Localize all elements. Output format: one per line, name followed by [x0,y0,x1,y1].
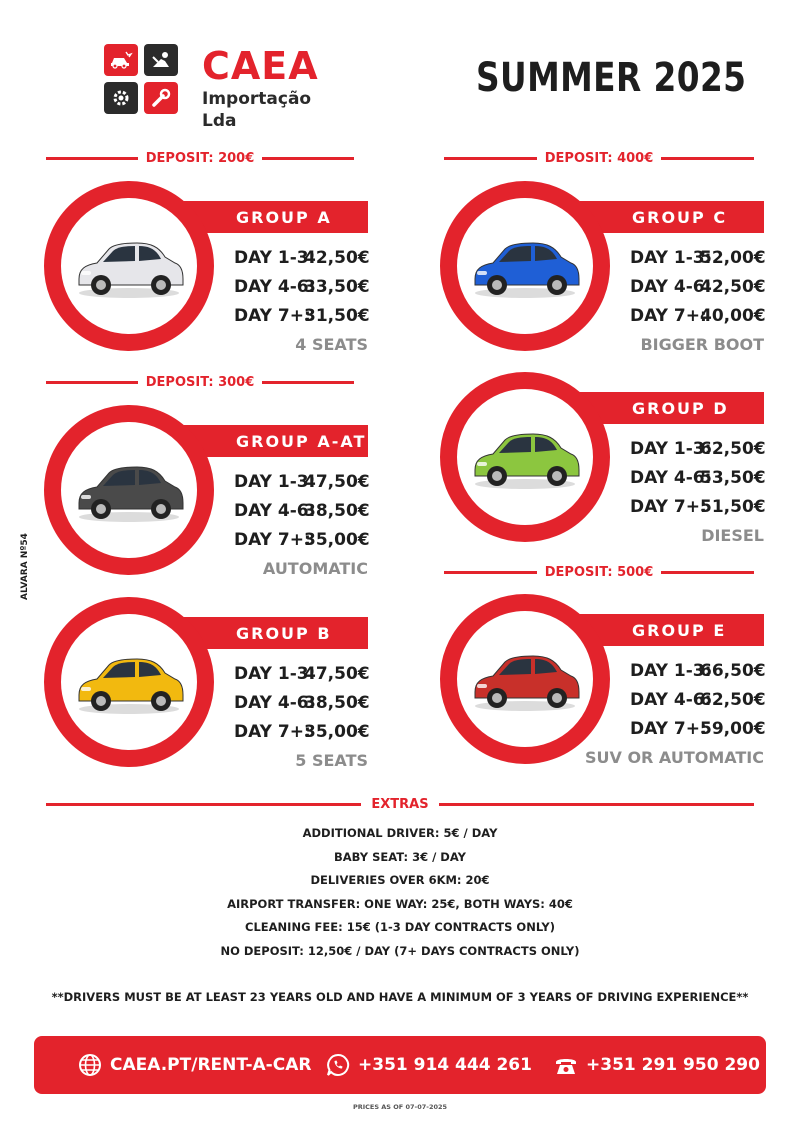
price-row [234,498,368,524]
rental-period: DAY 1-3: [630,439,712,459]
rental-period: DAY 1-3: [630,661,712,681]
license-number: ALVARA Nº54 [20,533,30,600]
price-row [630,245,764,271]
daily-price: 62,50€ [700,439,766,459]
extras-item: DELIVERIES OVER 6KM: 20€ [310,873,490,888]
rental-period: DAY 4-6: [630,468,712,488]
group-b-card [44,597,370,770]
group-note: 5 SEATS [295,751,368,770]
price-row [630,303,764,329]
price-row [234,469,368,495]
car-photo-ring [44,405,214,575]
price-row [234,690,368,716]
extras-item: CLEANING FEE: 15€ (1-3 DAY CONTRACTS ONLY) [245,920,555,935]
group-note: SUV OR AUTOMATIC [584,748,764,767]
group-name: GROUP B [236,623,332,643]
car-icon [467,644,583,714]
rental-period: DAY 7+: [234,722,311,742]
group-a-card [44,181,370,354]
extras-title: EXTRAS [371,796,429,812]
company-logo [104,44,344,131]
rental-period: DAY 1-3: [234,248,316,268]
rental-period: DAY 1-3: [234,664,316,684]
daily-price: 47,50€ [304,472,370,492]
car-icon [71,455,187,525]
car-icon [467,231,583,301]
deposit-400-divider [444,148,754,168]
group-name: GROUP C [632,207,728,227]
group-note: 4 SEATS [295,335,368,354]
rental-period: DAY 7+: [630,306,707,326]
deposit-500-label: DEPOSIT: 500€ [544,564,654,580]
phone-link[interactable] [554,1036,760,1094]
price-row [630,436,764,462]
daily-price: 42,50€ [304,248,370,268]
daily-price: 62,50€ [700,690,766,710]
car-icon [71,231,187,301]
extras-item: ADDITIONAL DRIVER: 5€ / DAY [302,826,498,840]
deposit-300-label: DEPOSIT: 300€ [145,374,255,390]
rental-period: DAY 4-6: [234,277,316,297]
price-row [630,716,764,742]
rental-period: DAY 1-3: [234,472,316,492]
extras-item: BABY SEAT: 3€ / DAY [334,849,466,864]
rental-period: DAY 4-6: [234,501,316,521]
group-name: GROUP A [236,207,332,227]
daily-price: 40,00€ [700,306,766,326]
daily-price: 51,50€ [700,497,766,517]
price-row [630,494,764,520]
daily-price: 31,50€ [304,306,370,326]
website-link[interactable] [78,1036,311,1094]
price-row [234,245,368,271]
telephone-icon [554,1053,578,1077]
rental-period: DAY 4-6: [630,277,712,297]
extras-divider [46,794,754,814]
daily-price: 66,50€ [700,661,766,681]
deposit-500-divider [444,562,754,582]
logo-subtitle: Importação Lda [202,89,312,131]
driver-requirements-note: **DRIVERS MUST BE AT LEAST 23 YEARS OLD AND HAVE A MINIMUM OF 3 YEARS OF DRIVING EXPERIENCE** [51,990,749,1004]
price-row [630,658,764,684]
car-photo-ring [44,181,214,351]
rental-period: DAY 7+: [234,306,311,326]
daily-price: 42,50€ [700,277,766,297]
extras-item: AIRPORT TRANSFER: ONE WAY: 25€, BOTH WAYS: 40€ [227,896,573,911]
group-d-card [440,372,766,545]
group-note: DIESEL [701,526,764,545]
phone-number: +351 291 950 290 [586,1055,760,1075]
rental-period: DAY 7+: [630,719,707,739]
car-icon [467,422,583,492]
extras-item: NO DEPOSIT: 12,50€ / DAY (7+ DAYS CONTRACTS ONLY) [220,943,580,958]
deposit-200-label: DEPOSIT: 200€ [145,150,255,166]
car-photo-ring [440,372,610,542]
whatsapp-icon [326,1053,350,1077]
car-crash-icon [104,44,138,76]
car-photo-ring [440,181,610,351]
daily-price: 33,50€ [304,277,370,297]
group-note: BIGGER BOOT [640,335,764,354]
globe-icon [78,1053,102,1077]
group-name: GROUP D [632,398,729,418]
whatsapp-link[interactable] [326,1036,532,1094]
rental-period: DAY 7+: [234,530,311,550]
deposit-300-divider [46,372,354,392]
car-icon [71,647,187,717]
extras-list [0,822,800,964]
daily-price: 52,00€ [700,248,766,268]
price-row [234,274,368,300]
daily-price: 59,00€ [700,719,766,739]
season-title: SUMMER 2025 [476,55,747,101]
prices-as-of: PRICES AS OF 07-07-2025 [352,1103,448,1111]
daily-price: 47,50€ [304,664,370,684]
price-row [630,687,764,713]
contact-footer [34,1036,766,1094]
whatsapp-number: +351 914 444 261 [358,1055,532,1075]
daily-price: 38,50€ [304,693,370,713]
car-photo-ring [44,597,214,767]
gear-icon [104,82,138,114]
price-row [234,661,368,687]
daily-price: 38,50€ [304,501,370,521]
deposit-200-divider [46,148,354,168]
price-row [234,303,368,329]
daily-price: 35,00€ [304,722,370,742]
deposit-400-label: DEPOSIT: 400€ [544,150,654,166]
daily-price: 35,00€ [304,530,370,550]
group-a-at-card [44,405,370,578]
price-row [234,527,368,553]
car-photo-ring [440,594,610,764]
rental-period: DAY 4-6: [630,690,712,710]
group-name: GROUP E [632,620,727,640]
group-c-card [440,181,766,354]
group-e-card [440,594,766,767]
rental-period: DAY 4-6: [234,693,316,713]
price-row [630,274,764,300]
group-name: GROUP A-AT [236,431,367,451]
website-text: CAEA.PT/RENT-A-CAR [110,1055,312,1075]
group-note: AUTOMATIC [262,559,368,578]
price-row [234,719,368,745]
logo-icon-grid [104,44,180,116]
wrench-icon [144,82,178,114]
rental-period: DAY 7+: [630,497,707,517]
price-row [630,465,764,491]
rental-period: DAY 1-3: [630,248,712,268]
logo-name: CAEA [202,44,319,88]
mechanic-icon [144,44,178,76]
daily-price: 53,50€ [700,468,766,488]
